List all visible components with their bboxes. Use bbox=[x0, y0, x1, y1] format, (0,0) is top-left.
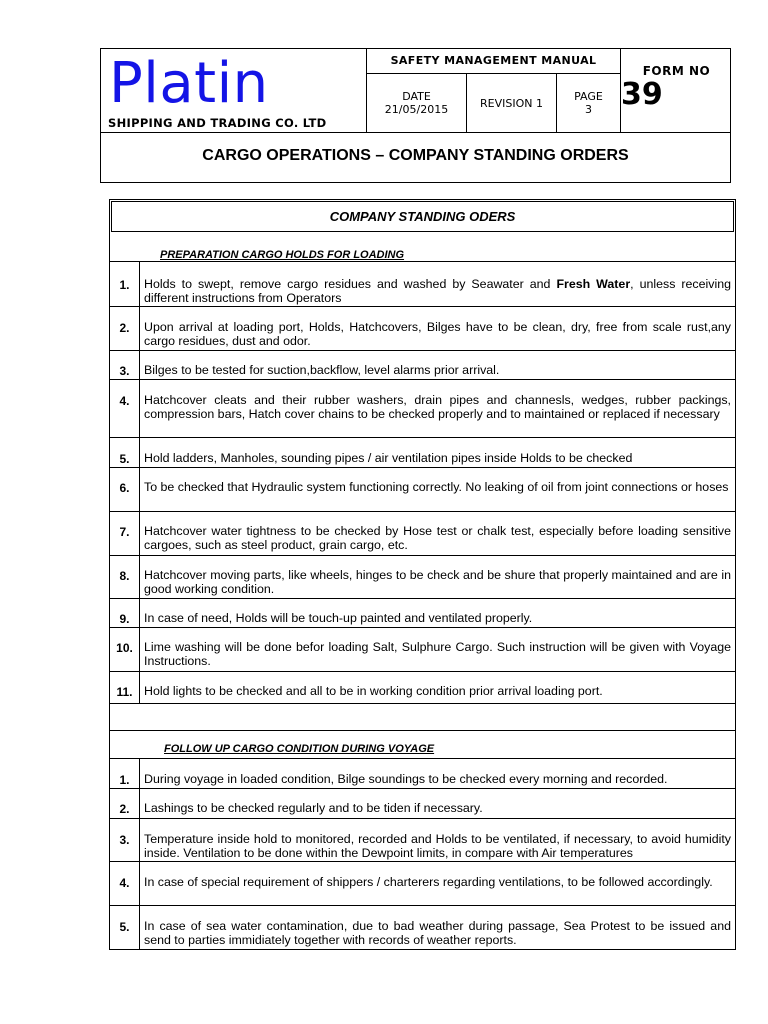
form-number-label: FORM NO bbox=[642, 64, 711, 78]
item-number: 11. bbox=[116, 685, 133, 699]
date-value: 21/05/2015 bbox=[384, 103, 449, 116]
manual-title: SAFETY MANAGEMENT MANUAL bbox=[367, 49, 621, 74]
row-separator bbox=[110, 703, 735, 704]
revision-cell bbox=[467, 74, 557, 133]
item-number: 4. bbox=[119, 876, 130, 890]
item-number: 2. bbox=[119, 321, 130, 335]
order-item: Bilges to be tested for suction,backflow, level alarms prior arrival. bbox=[144, 363, 500, 377]
item-number: 10. bbox=[116, 641, 133, 655]
item-number: 1. bbox=[119, 773, 130, 787]
order-item: Hatchcover moving parts, like wheels, hinges to be check and be shure that properly maintained and are in good working condition. bbox=[144, 568, 731, 596]
document-title: CARGO OPERATIONS – COMPANY STANDING ORDERS bbox=[202, 147, 629, 164]
item-number: 6. bbox=[119, 481, 130, 495]
row-separator bbox=[110, 627, 735, 628]
item-number: 7. bbox=[119, 525, 130, 539]
row-separator bbox=[110, 598, 735, 599]
item-number: 1. bbox=[119, 278, 130, 292]
row-separator bbox=[110, 350, 735, 351]
company-name: SHIPPING AND TRADING CO. LTD bbox=[108, 116, 327, 130]
revision-label: REVISION 1 bbox=[480, 96, 543, 110]
item-number: 9. bbox=[119, 612, 130, 626]
item-number: 5. bbox=[119, 452, 130, 466]
date-cell bbox=[367, 74, 467, 133]
page-value: 3 bbox=[585, 103, 592, 116]
row-separator bbox=[110, 758, 735, 759]
section-title-preparation: PREPARATION CARGO HOLDS FOR LOADING bbox=[160, 249, 405, 261]
row-separator bbox=[110, 467, 735, 468]
order-item: Temperature inside hold to monitored, recorded and Holds to be ventilated, if necessary, to avoid humidity inside. Ventilation to be done within the Dewpoint limits, in compare with Air temperatures bbox=[144, 832, 731, 860]
row-separator bbox=[110, 555, 735, 556]
standing-orders-table bbox=[109, 199, 736, 950]
order-item: In case of need, Holds will be touch-up painted and ventilated properly. bbox=[144, 611, 533, 625]
item-number: 4. bbox=[119, 394, 130, 408]
row-separator bbox=[110, 861, 735, 862]
order-item: Hatchcover water tightness to be checked by Hose test or chalk test, especially before loading sensitive cargoes, such as steel product, grain cargo, etc. bbox=[144, 524, 731, 552]
order-item: In case of sea water contamination, due to bad weather during passage, Sea Protest to be issued and send to parties immidiately together with records of weather reports. bbox=[144, 919, 731, 947]
row-separator bbox=[110, 730, 735, 731]
row-separator bbox=[110, 261, 735, 262]
row-separator bbox=[110, 379, 735, 380]
number-column-divider bbox=[139, 261, 140, 704]
order-item: Hold ladders, Manholes, sounding pipes / air ventilation pipes inside Holds to be checked bbox=[144, 451, 633, 465]
order-item: Holds to swept, remove cargo residues and washed by Seawater and Fresh Water, unless receiving different instructions from Operators bbox=[144, 277, 731, 305]
row-separator bbox=[110, 905, 735, 906]
order-item: Upon arrival at loading port, Holds, Hatchcovers, Bilges have to be clean, dry, free from scale rust,any cargo residues, dust and odor. bbox=[144, 320, 731, 348]
number-column-divider bbox=[139, 758, 140, 949]
company-logo-cell bbox=[101, 49, 367, 133]
form-number-cell bbox=[621, 49, 732, 133]
order-item: During voyage in loaded condition, Bilge soundings to be checked every morning and recorded. bbox=[144, 772, 668, 786]
table-heading: COMPANY STANDING ODERS bbox=[111, 201, 734, 232]
item-number: 5. bbox=[119, 920, 130, 934]
page-label: PAGE bbox=[574, 90, 603, 103]
section-title-voyage: FOLLOW UP CARGO CONDITION DURING VOYAGE bbox=[164, 743, 435, 755]
order-item: Lime washing will be done befor loading Salt, Sulphure Cargo. Such instruction will be given with Voyage Instructions. bbox=[144, 640, 731, 668]
form-number: 39 bbox=[621, 77, 663, 112]
order-item: In case of special requirement of shippers / charterers regarding ventilations, to be followed accordingly. bbox=[144, 875, 713, 889]
item-number: 3. bbox=[119, 833, 130, 847]
row-separator bbox=[110, 671, 735, 672]
row-separator bbox=[110, 788, 735, 789]
order-item: Lashings to be checked regularly and to be tiden if necessary. bbox=[144, 801, 483, 815]
order-item: Hatchcover cleats and their rubber washers, drain pipes and channesls, wedges, rubber packings, compression bars, Hatch cover chains to be checked properly and to maintained or replaced if necessary bbox=[144, 393, 731, 421]
row-separator bbox=[110, 511, 735, 512]
order-item: Hold lights to be checked and all to be in working condition prior arrival loading port. bbox=[144, 684, 603, 698]
row-separator bbox=[110, 437, 735, 438]
item-number: 8. bbox=[119, 569, 130, 583]
page-cell bbox=[557, 74, 621, 133]
item-number: 2. bbox=[119, 802, 130, 816]
row-separator bbox=[110, 818, 735, 819]
document-header bbox=[100, 48, 731, 183]
date-label: DATE bbox=[402, 90, 431, 103]
row-separator bbox=[110, 306, 735, 307]
order-item: To be checked that Hydraulic system functioning correctly. No leaking of oil from joint connections or hoses bbox=[144, 480, 729, 494]
item-number: 3. bbox=[119, 364, 130, 378]
company-logo: Platin bbox=[109, 51, 269, 116]
